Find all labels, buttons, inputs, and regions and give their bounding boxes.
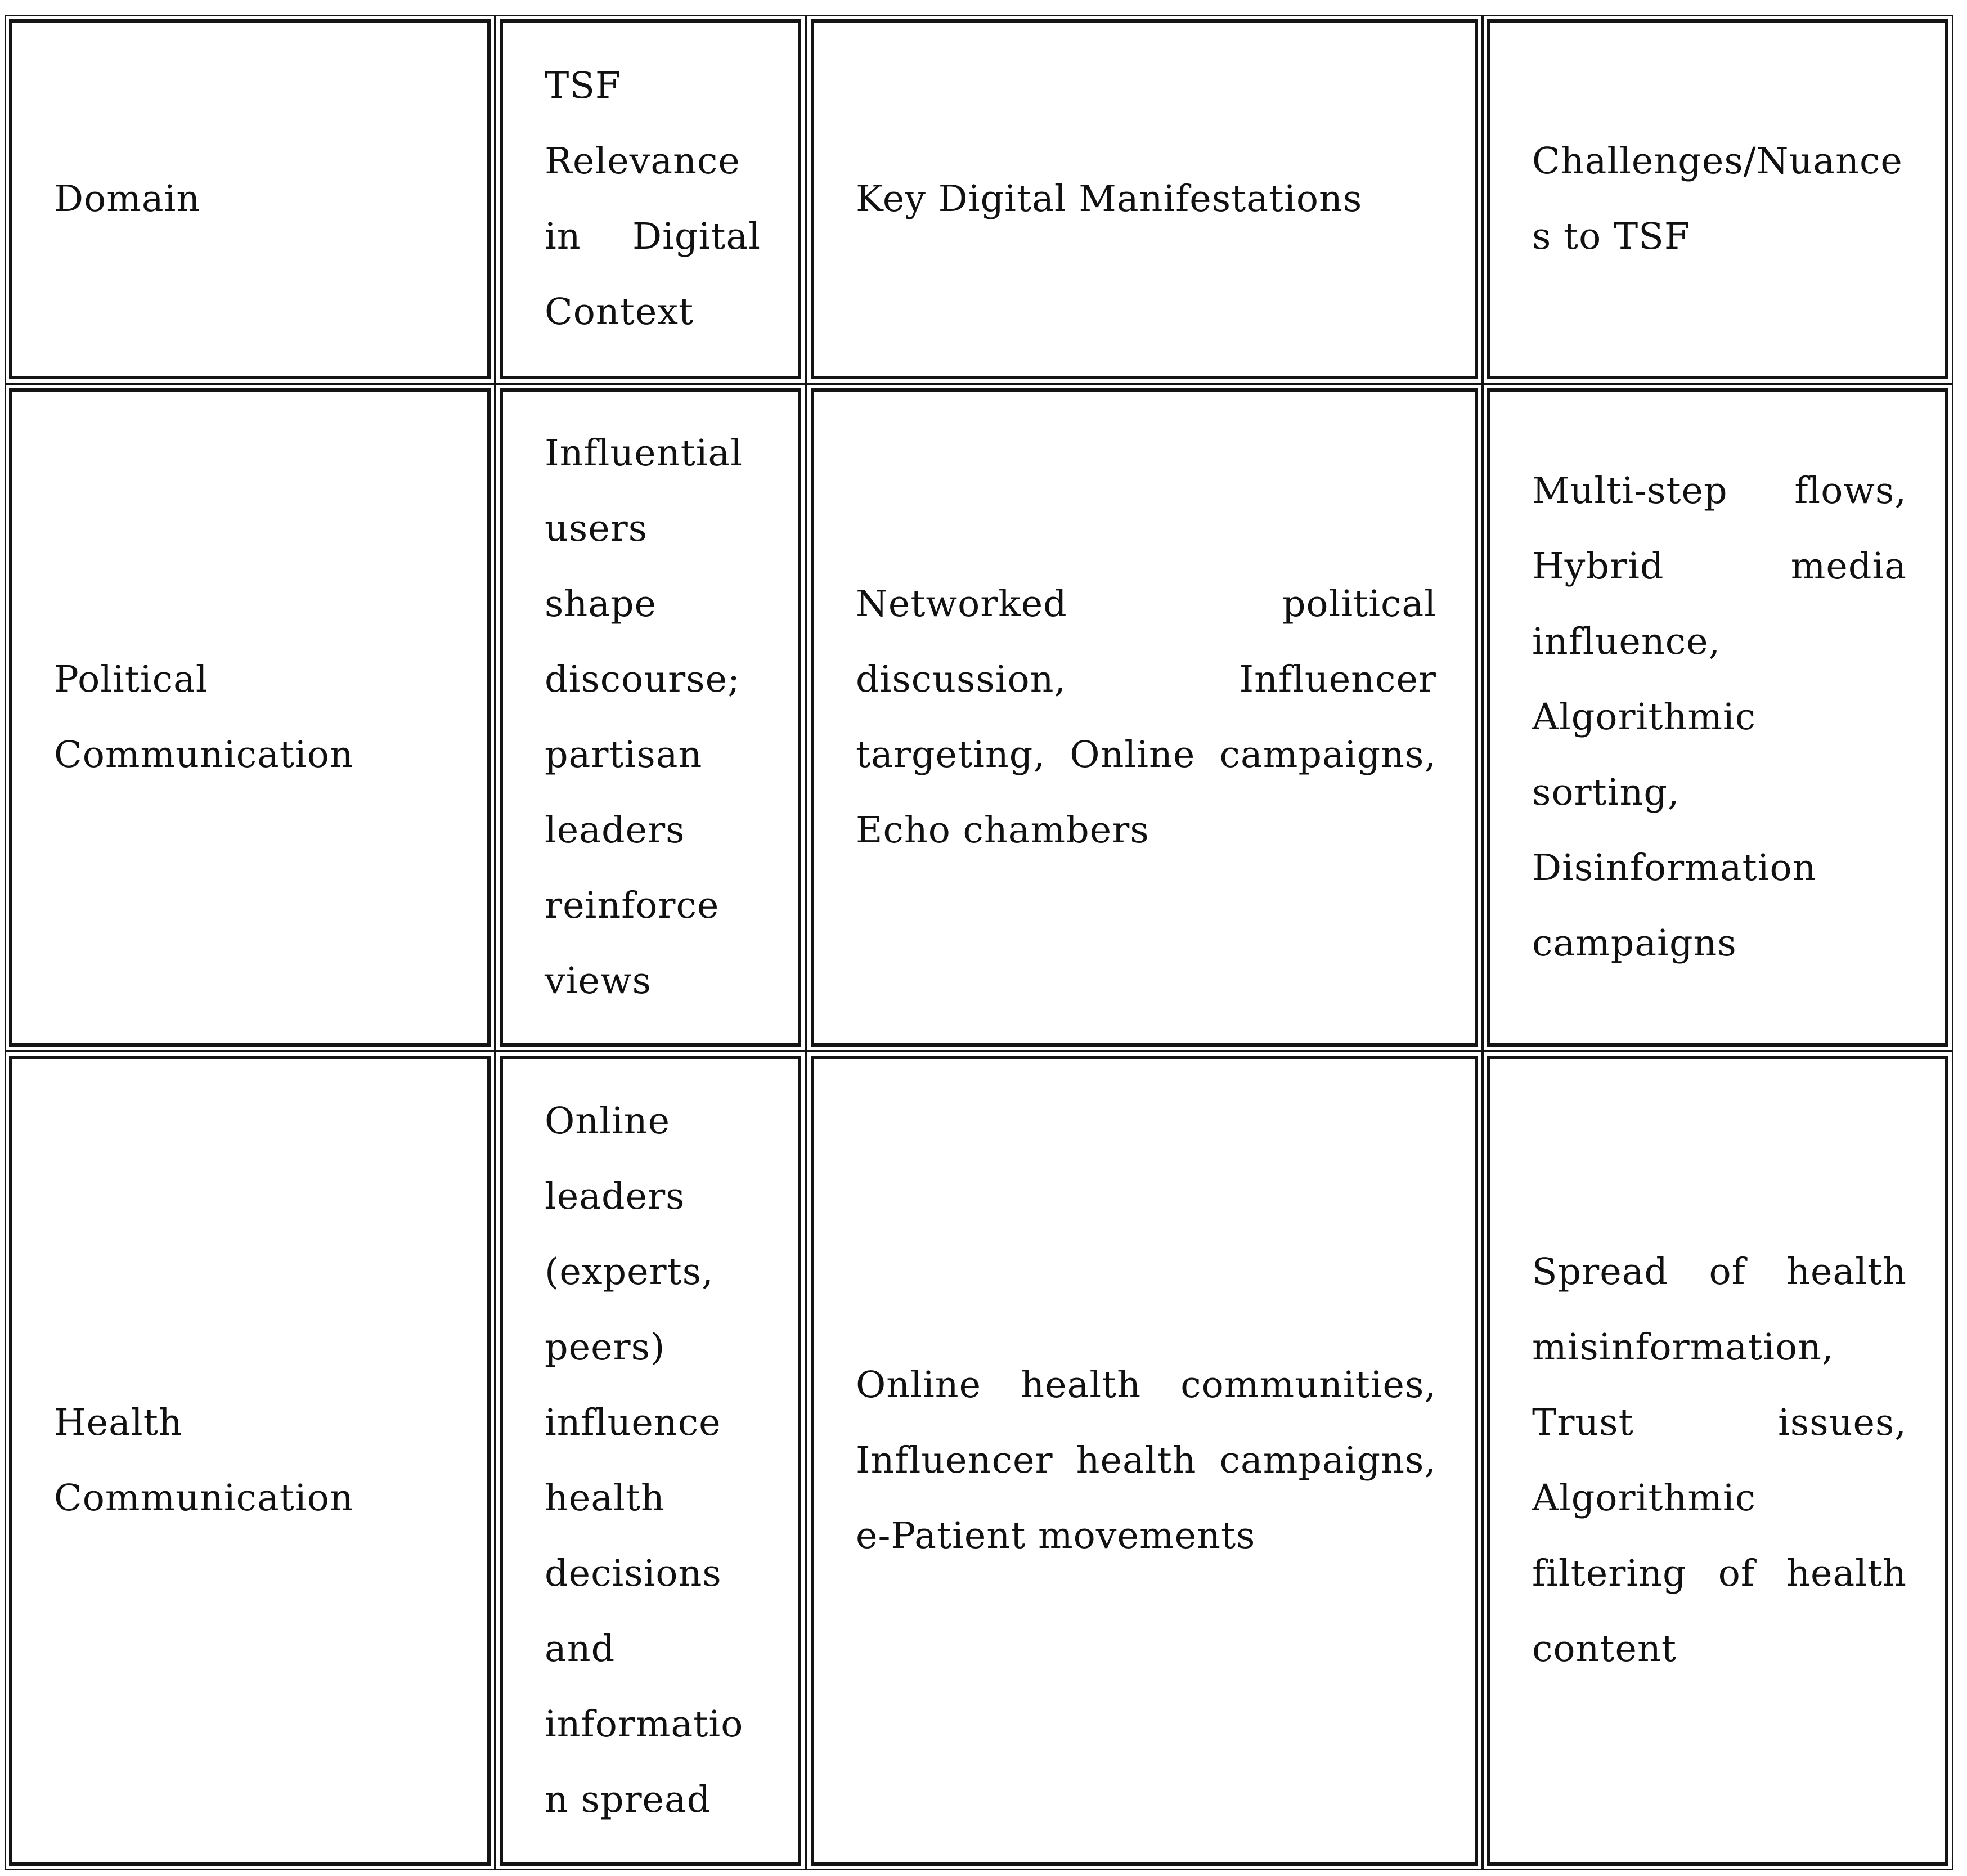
cell-domain-text: Health Communication	[54, 1402, 354, 1519]
table-row-health-challenges	[1487, 1056, 1948, 1866]
header-tsf-relevance-text: TSF Relevance in Digital Context	[545, 65, 761, 333]
table-row-political-manifestations	[811, 388, 1478, 1047]
header-challenges-text: Challenges/Nuances to TSF	[1532, 140, 1903, 258]
header-cell-domain	[9, 19, 491, 379]
cell-challenges-text: Multi-step flows, Hybrid media influence, Algorithmic sorting, Disinformation campaigns	[1532, 470, 1907, 964]
header-cell-challenges	[1487, 19, 1948, 379]
header-cell-manifestations	[811, 19, 1478, 379]
header-domain-text: Domain	[54, 178, 201, 220]
cell-manifestations-text: Online health communities, Influencer health campaigns, e-Patient movements	[856, 1364, 1436, 1557]
cell-manifestations-text: Networked political discussion, Influencer targeting, Online campaigns, Echo chambers	[856, 583, 1436, 851]
cell-tsf-relevance-text: Influential users shape discourse; partisan leaders reinforce views	[545, 432, 743, 1002]
table-row-health-domain	[9, 1056, 491, 1866]
header-manifestations-text: Key Digital Manifestations	[856, 178, 1363, 220]
table-row-political-tsf	[500, 388, 801, 1047]
table-row-health-tsf	[500, 1056, 801, 1866]
table-row-political-challenges	[1487, 388, 1948, 1047]
cell-tsf-relevance-text: Online leaders (experts, peers) influence health decisions and information spread	[545, 1100, 744, 1821]
table-row-political-domain	[9, 388, 491, 1047]
cell-domain-text: Political Communication	[54, 658, 354, 776]
cell-challenges-text: Spread of health misinformation, Trust issues, Algorithmic filtering of health content	[1532, 1251, 1907, 1670]
header-cell-tsf-relevance	[500, 19, 801, 379]
table-row-health-manifestations	[811, 1056, 1478, 1866]
